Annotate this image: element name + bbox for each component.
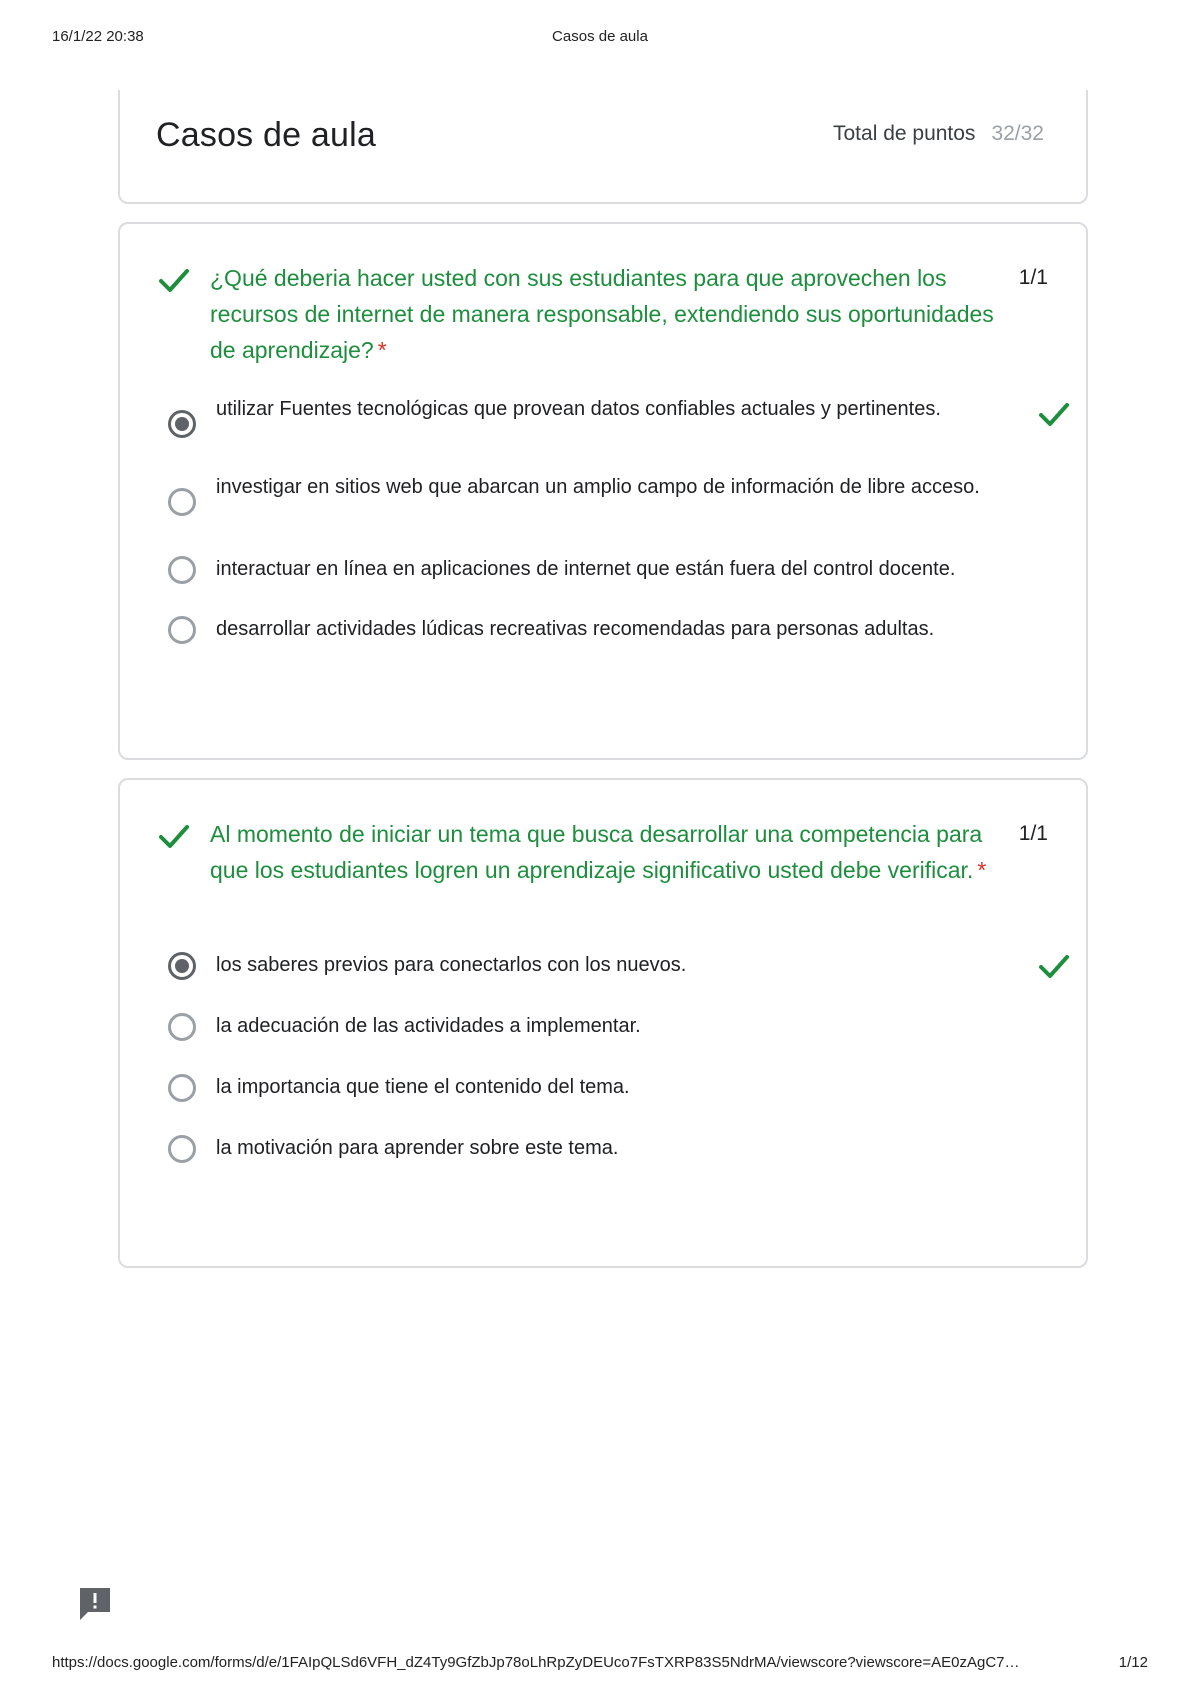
- check-icon: [158, 266, 190, 294]
- print-datetime: 16/1/22 20:38: [52, 28, 144, 45]
- feedback-icon[interactable]: [78, 1586, 112, 1622]
- question-title: [210, 816, 1010, 888]
- radio-button[interactable]: [168, 488, 196, 516]
- option-label: investigar en sitios web que abarcan un amplio campo de información de libre acceso.: [216, 476, 980, 498]
- option-label: utilizar Fuentes tecnológicas que provean datos confiables actuales y pertinentes.: [216, 398, 941, 420]
- option-label: la adecuación de las actividades a implementar.: [216, 1015, 641, 1037]
- option-label: la importancia que tiene el contenido del tema.: [216, 1076, 630, 1098]
- radio-button[interactable]: [168, 1135, 196, 1163]
- question-title: [210, 260, 1010, 368]
- check-icon: [1038, 952, 1070, 980]
- check-icon: [158, 822, 190, 850]
- question-text: ¿Qué deberia hacer usted con sus estudiantes para que aprovechen los recursos de internet de manera responsable, extendiendo sus oportunidades de aprendizaje?: [210, 265, 994, 363]
- total-points-label: Total de puntos: [833, 122, 976, 145]
- option-label: desarrollar actividades lúdicas recreativas recomendadas para personas adultas.: [216, 618, 935, 640]
- print-footer: [52, 1654, 1148, 1674]
- print-page-number: 1/12: [1118, 1654, 1148, 1671]
- question-text: Al momento de iniciar un tema que busca desarrollar una competencia para que los estudiantes logren un aprendizaje significativo usted debe verificar.: [210, 821, 983, 883]
- radio-button[interactable]: [168, 1013, 196, 1041]
- total-points: [833, 122, 1044, 146]
- radio-button[interactable]: [168, 556, 196, 584]
- option-label: interactuar en línea en aplicaciones de internet que están fuera del control docente.: [216, 558, 956, 580]
- radio-button-selected[interactable]: [168, 410, 196, 438]
- print-url: https://docs.google.com/forms/d/e/1FAIpQLSd6VFH_dZ4Ty9GfZbJp78oLhRpZyDEUco7FsTXRP83S5NdrMA/viewscore?viewscore=AE0zAgC7…: [52, 1654, 1020, 1671]
- form-header-card: [118, 90, 1088, 204]
- question-card: [118, 222, 1088, 760]
- option-label: los saberes previos para conectarlos con los nuevos.: [216, 954, 687, 976]
- question-card: [118, 778, 1088, 1268]
- question-points: 1/1: [1018, 822, 1048, 845]
- required-mark: *: [377, 337, 387, 363]
- required-mark: *: [977, 857, 987, 883]
- radio-button-selected[interactable]: [168, 952, 196, 980]
- question-points: 1/1: [1018, 266, 1048, 289]
- print-header: [52, 28, 1148, 48]
- radio-button[interactable]: [168, 616, 196, 644]
- total-points-value: 32/32: [991, 122, 1044, 145]
- print-page-title: Casos de aula: [552, 28, 648, 45]
- form-title: Casos de aula: [156, 116, 376, 154]
- check-icon: [1038, 400, 1070, 428]
- option-label: la motivación para aprender sobre este tema.: [216, 1137, 619, 1159]
- radio-button[interactable]: [168, 1074, 196, 1102]
